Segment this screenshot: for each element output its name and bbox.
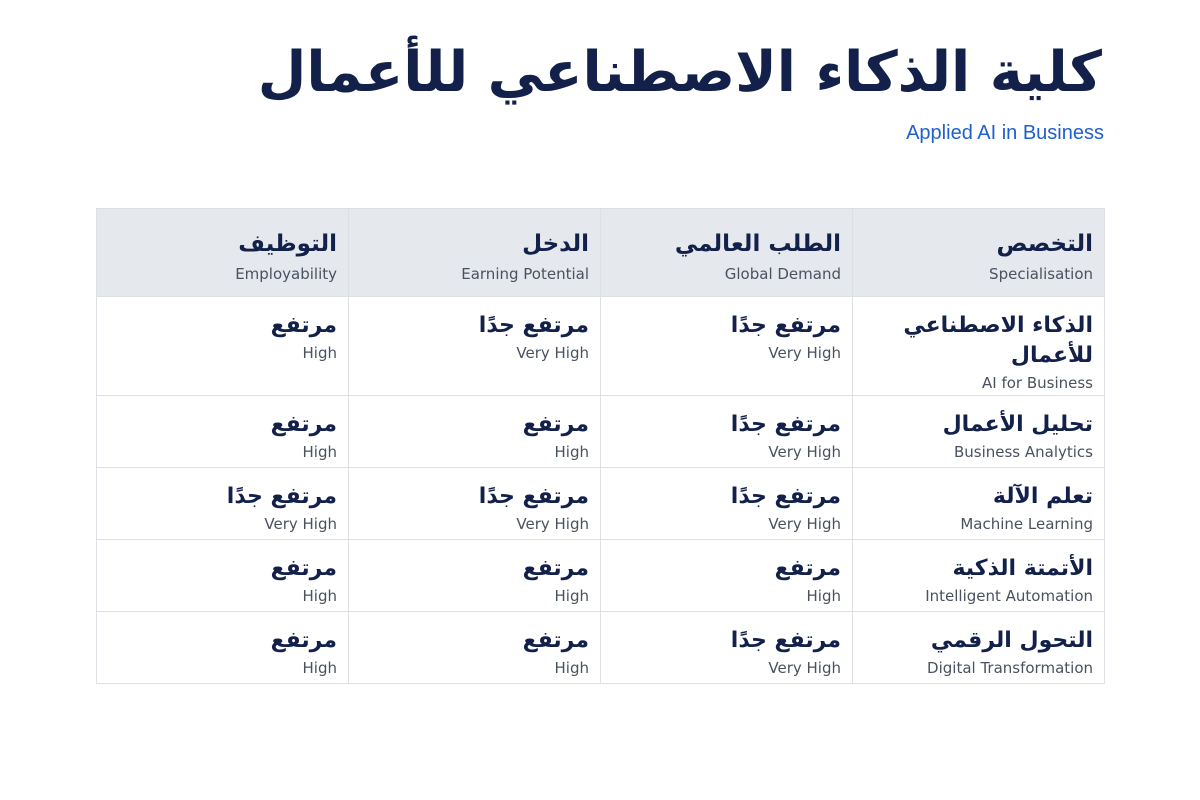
cell-specialisation bbox=[853, 297, 1105, 396]
cell-text-en: Very High bbox=[768, 515, 841, 533]
cell-text-ar: مرتفع bbox=[522, 556, 589, 581]
cell-global-demand bbox=[601, 396, 853, 468]
cell-text-en: Very High bbox=[768, 659, 841, 677]
cell-employability bbox=[97, 396, 349, 468]
header-label-ar: التخصص bbox=[996, 231, 1093, 257]
cell-text-ar: مرتفع جدًا bbox=[730, 412, 841, 437]
cell-text-en: Very High bbox=[768, 344, 841, 362]
page-subtitle: Applied AI in Business bbox=[906, 122, 1104, 144]
cell-text-ar: الذكاء الاصطناعي للأعمال bbox=[903, 313, 1093, 368]
cell-specialisation bbox=[853, 468, 1105, 540]
table-header-row bbox=[97, 209, 1105, 297]
cell-text-en: High bbox=[302, 443, 337, 461]
page-title: كلية الذكاء الاصطناعي للأعمال bbox=[257, 40, 1102, 105]
cell-text-ar: مرتفع جدًا bbox=[478, 313, 589, 338]
cell-global-demand bbox=[601, 297, 853, 396]
header-label-ar: الدخل bbox=[522, 231, 589, 257]
cell-text-en: High bbox=[302, 587, 337, 605]
cell-text-en: High bbox=[302, 344, 337, 362]
header-label-en: Earning Potential bbox=[461, 265, 589, 283]
cell-text-ar: الأتمتة الذكية bbox=[952, 556, 1093, 581]
cell-text-ar: مرتفع bbox=[270, 628, 337, 653]
cell-text-ar: تحليل الأعمال bbox=[942, 412, 1093, 437]
cell-earning-potential bbox=[349, 297, 601, 396]
cell-text-ar: مرتفع جدًا bbox=[226, 484, 337, 509]
header-label-ar: التوظيف bbox=[238, 231, 337, 257]
cell-earning-potential bbox=[349, 468, 601, 540]
header-global-demand bbox=[601, 209, 853, 297]
cell-text-en: Machine Learning bbox=[960, 515, 1093, 533]
cell-text-ar: مرتفع bbox=[270, 313, 337, 338]
cell-text-en: High bbox=[806, 587, 841, 605]
header-label-en: Global Demand bbox=[724, 265, 841, 283]
cell-text-ar: مرتفع جدًا bbox=[730, 484, 841, 509]
cell-text-ar: مرتفع جدًا bbox=[730, 313, 841, 338]
cell-text-ar: مرتفع bbox=[270, 556, 337, 581]
cell-text-en: AI for Business bbox=[982, 374, 1093, 392]
cell-text-en: High bbox=[554, 443, 589, 461]
cell-global-demand bbox=[601, 612, 853, 684]
cell-text-ar: التحول الرقمي bbox=[930, 628, 1093, 653]
table-row bbox=[97, 612, 1105, 684]
cell-text-en: Intelligent Automation bbox=[925, 587, 1093, 605]
cell-text-ar: مرتفع جدًا bbox=[730, 628, 841, 653]
cell-text-ar: مرتفع bbox=[270, 412, 337, 437]
cell-text-en: Very High bbox=[516, 515, 589, 533]
header-specialisation bbox=[853, 209, 1105, 297]
cell-earning-potential bbox=[349, 612, 601, 684]
cell-text-en: High bbox=[554, 587, 589, 605]
cell-text-ar: مرتفع bbox=[522, 412, 589, 437]
cell-earning-potential bbox=[349, 396, 601, 468]
cell-text-ar: مرتفع bbox=[774, 556, 841, 581]
cell-employability bbox=[97, 468, 349, 540]
cell-text-en: High bbox=[554, 659, 589, 677]
header-employability bbox=[97, 209, 349, 297]
cell-text-ar: مرتفع bbox=[522, 628, 589, 653]
cell-earning-potential bbox=[349, 540, 601, 612]
header-label-en: Specialisation bbox=[989, 265, 1093, 283]
cell-employability bbox=[97, 612, 349, 684]
cell-global-demand bbox=[601, 468, 853, 540]
cell-text-en: Very High bbox=[264, 515, 337, 533]
cell-specialisation bbox=[853, 612, 1105, 684]
cell-specialisation bbox=[853, 396, 1105, 468]
cell-text-ar: مرتفع جدًا bbox=[478, 484, 589, 509]
cell-global-demand bbox=[601, 540, 853, 612]
cell-text-en: High bbox=[302, 659, 337, 677]
cell-text-en: Digital Transformation bbox=[927, 659, 1093, 677]
table-row bbox=[97, 396, 1105, 468]
cell-employability bbox=[97, 297, 349, 396]
cell-text-ar: تعلم الآلة bbox=[992, 484, 1093, 509]
cell-specialisation bbox=[853, 540, 1105, 612]
cell-text-en: Very High bbox=[516, 344, 589, 362]
header-earning-potential bbox=[349, 209, 601, 297]
specialisation-table bbox=[96, 208, 1105, 684]
header-label-en: Employability bbox=[235, 265, 337, 283]
cell-text-en: Very High bbox=[768, 443, 841, 461]
table-row bbox=[97, 540, 1105, 612]
cell-employability bbox=[97, 540, 349, 612]
table-row bbox=[97, 468, 1105, 540]
table-row bbox=[97, 297, 1105, 396]
cell-text-en: Business Analytics bbox=[953, 443, 1093, 461]
header-label-ar: الطلب العالمي bbox=[674, 231, 841, 257]
